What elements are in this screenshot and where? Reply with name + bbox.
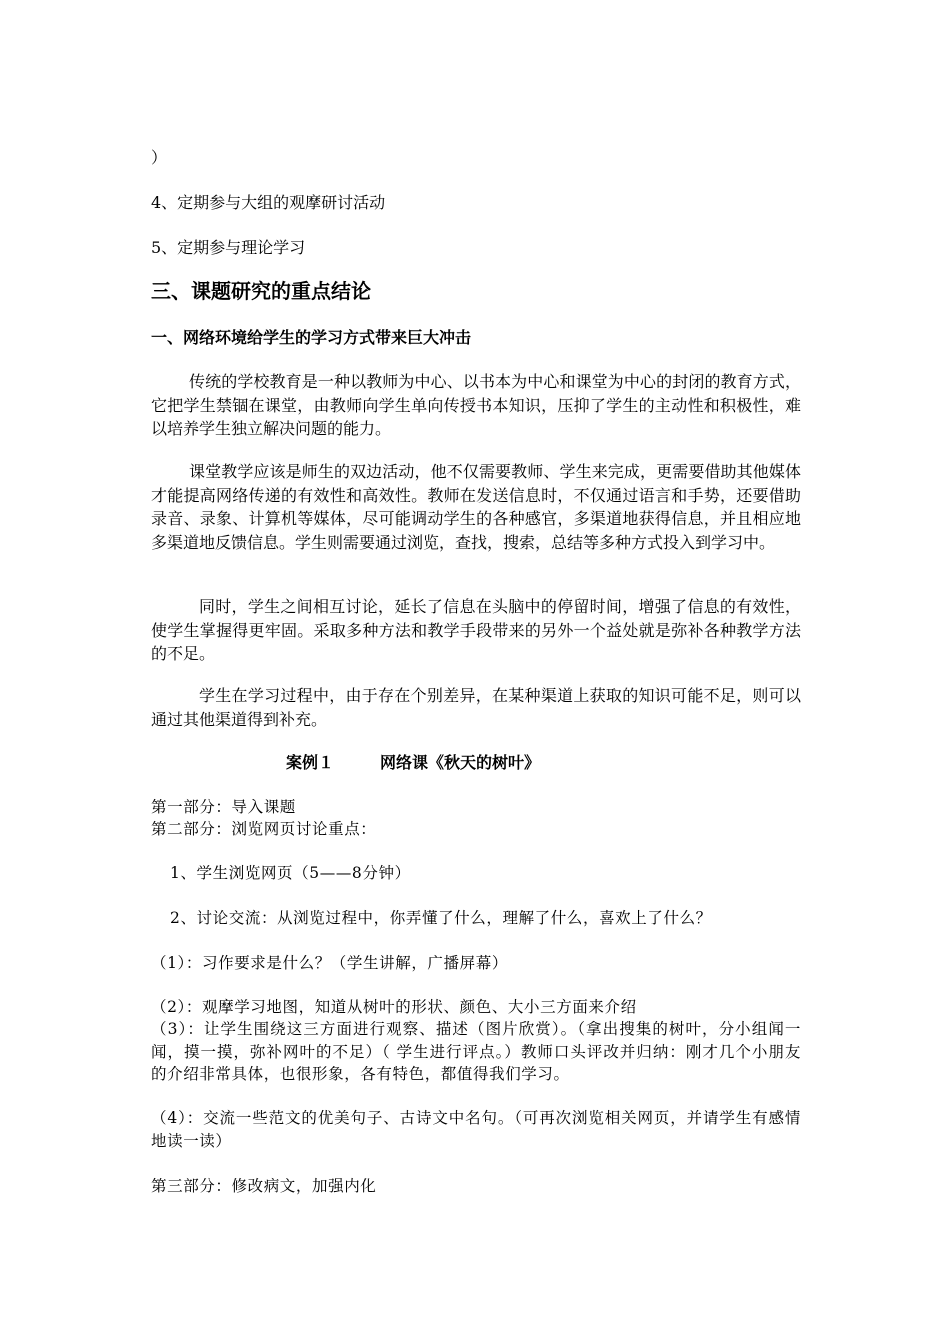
text-line-item-5: 5、定期参与理论学习: [151, 238, 306, 257]
section-heading: 三、课题研究的重点结论: [151, 279, 371, 303]
case-title: [286, 751, 540, 775]
case-label: 案例１: [286, 753, 335, 772]
text-line-item-4: 4、定期参与大组的观摩研讨活动: [151, 193, 386, 212]
outline-part-2: 第二部分：浏览网页讨论重点：: [151, 820, 377, 838]
paragraph-2: 课堂教学应该是师生的双边活动，他不仅需要教师、学生来完成，更需要借助其他媒体才能提高网络传递的有效性和高效性。教师在发送信息时，不仅通过语言和手势，还要借助录音、录象、计算机等媒体，尽可能调动学生的各种感官，多渠道地获得信息，并且相应地多渠道地反馈信息。学生则需要通过浏览，查找，搜索，总结等多种方式投入到学习中。: [151, 462, 801, 552]
outline-sub-4: （4）：交流一些范文的优美句子、古诗文中名句。（可再次浏览相关网页，并请学生有感情地读一读）: [151, 1109, 801, 1150]
paragraph-4: 学生在学习过程中，由于存在个别差异，在某种渠道上获取的知识可能不足，则可以通过其他渠道得到补充。: [151, 686, 801, 729]
case-name: 网络课《秋天的树叶》: [380, 753, 541, 772]
outline-sub-1: （1）：习作要求是什么？（学生讲解，广播屏幕）: [151, 954, 508, 972]
text-line-paren: ）: [151, 148, 168, 167]
outline-part-3: 第三部分：修改病文，加强内化: [151, 1177, 377, 1195]
outline-part-1: 第一部分：导入课题: [151, 798, 296, 816]
outline-sub-2: （2）：观摩学习地图，知道从树叶的形状、颜色、大小三方面来介绍: [151, 998, 637, 1016]
outline-sub-3: （3）：让学生围绕这三方面进行观察、描述（图片欣赏）。（拿出搜集的树叶，分小组闻一闻，摸一摸，弥补网叶的不足）（ 学生进行评点。）教师口头评改并归纳：刚才几个小朋友的介绍非常具体，也很形象，各有特色，都值得我们学习。: [151, 1020, 801, 1083]
outline-item-1: 1、学生浏览网页（5——8分钟）: [170, 864, 411, 882]
paragraph-3: 同时，学生之间相互讨论，延长了信息在头脑中的停留时间，增强了信息的有效性，使学生掌握得更牢固。采取多种方法和教学手段带来的另外一个益处就是弥补各种教学方法的不足。: [151, 597, 801, 663]
paragraph-1: 传统的学校教育是一种以教师为中心、以书本为中心和课堂为中心的封闭的教育方式，它把学生禁锢在课堂，由教师向学生单向传授书本知识，压抑了学生的主动性和积极性，难以培养学生独立解决问题的能力。: [151, 372, 801, 438]
outline-item-2: 2、讨论交流：从浏览过程中，你弄懂了什么，理解了什么，喜欢上了什么？: [170, 909, 712, 927]
subheading: 一、网络环境给学生的学习方式带来巨大冲击: [151, 328, 472, 347]
